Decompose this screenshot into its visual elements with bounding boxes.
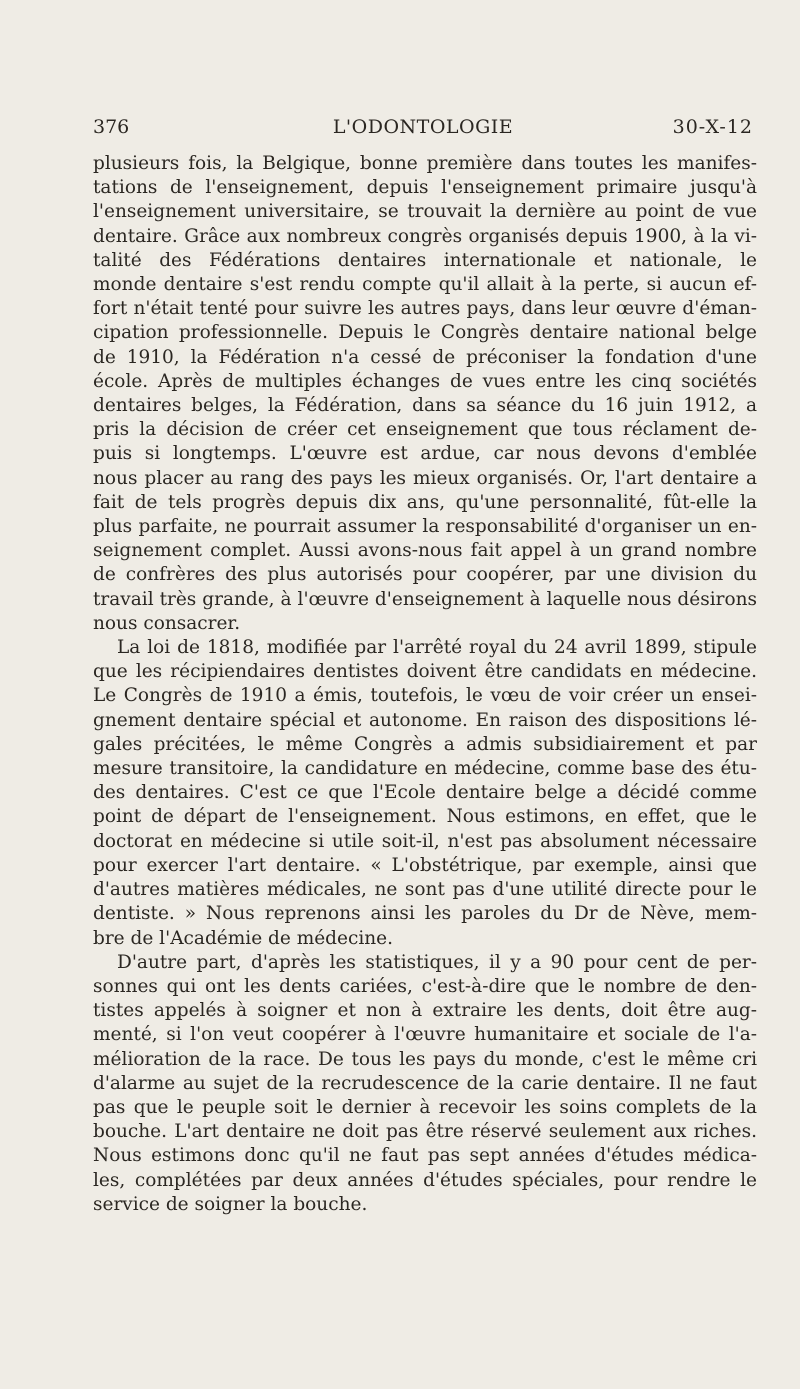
text-line: tistes appelés à soigner et non à extraire les dents, doit être aug-: [93, 1000, 757, 1022]
text-line: pas que le peuple soit le dernier à recevoir les soins complets de la: [93, 1096, 757, 1118]
text-line: pris la décision de créer cet enseignement que tous réclament de-: [93, 419, 757, 441]
paragraph-2: [93, 636, 757, 951]
text-line: des dentaires. C'est ce que l'Ecole dentaire belge a décidé comme: [93, 782, 757, 804]
text-line: D'autre part, d'après les statistiques, il y a 90 pour cent de per-: [117, 951, 757, 973]
text-line: service de soigner la bouche.: [93, 1193, 368, 1215]
text-line: d'autres matières médicales, ne sont pas d'une utilité directe pour le: [93, 879, 757, 901]
text-line: tations de l'enseignement, depuis l'enseignement primaire jusqu'à: [93, 177, 757, 199]
text-line: talité des Fédérations dentaires internationale et nationale, le: [93, 249, 757, 271]
text-line: cipation professionnelle. Depuis le Congrès dentaire national belge: [93, 322, 757, 344]
text-line: gales précitées, le même Congrès a admis subsidiairement et par: [93, 733, 757, 755]
text-line: point de départ de l'enseignement. Nous estimons, en effet, que le: [93, 806, 757, 828]
running-header: [93, 116, 753, 146]
text-line: bre de l'Académie de médecine.: [93, 927, 393, 949]
paragraph-1: [93, 152, 757, 636]
page-number: 376: [93, 116, 130, 138]
text-line: gnement dentaire spécial et autonome. En raison des dispositions lé-: [93, 709, 757, 731]
article-body: [93, 152, 757, 1217]
text-line: travail très grande, à l'œuvre d'enseignement à laquelle nous désirons: [93, 588, 757, 610]
text-line: nous placer au rang des pays les mieux organisés. Or, l'art dentaire a: [93, 467, 757, 489]
text-line: fort n'était tenté pour suivre les autres pays, dans leur œuvre d'éman-: [93, 298, 757, 320]
text-line: dentaires belges, la Fédération, dans sa séance du 16 juin 1912, a: [93, 395, 757, 417]
paragraph-3: [93, 951, 757, 1217]
text-line: menté, si l'on veut coopérer à l'œuvre humanitaire et sociale de l'a-: [93, 1024, 757, 1046]
text-line: école. Après de multiples échanges de vues entre les cinq sociétés: [93, 370, 757, 392]
text-line: sonnes qui ont les dents cariées, c'est-à-dire que le nombre de den-: [93, 975, 757, 997]
text-line: d'alarme au sujet de la recrudescence de la carie dentaire. Il ne faut: [93, 1072, 757, 1094]
text-line: dentiste. » Nous reprenons ainsi les paroles du Dr de Nève, mem-: [93, 903, 757, 925]
text-line: nous consacrer.: [93, 612, 241, 634]
text-line: de 1910, la Fédération n'a cessé de préconiser la fondation d'une: [93, 346, 757, 368]
text-line: les, complétées par deux années d'études spéciales, pour rendre le: [93, 1169, 757, 1191]
text-line: que les récipiendaires dentistes doivent être candidats en médecine.: [93, 661, 757, 683]
text-line: l'enseignement universitaire, se trouvait la dernière au point de vue: [93, 201, 757, 223]
text-line: bouche. L'art dentaire ne doit pas être réservé seulement aux riches.: [93, 1121, 757, 1143]
text-line: doctorat en médecine si utile soit-il, n'est pas absolument nécessaire: [93, 830, 757, 852]
text-line: mélioration de la race. De tous les pays du monde, c'est le même cri: [93, 1048, 757, 1070]
text-line: plus parfaite, ne pourrait assumer la responsabilité d'organiser un en-: [93, 516, 757, 538]
issue-date: 30-X-12: [672, 116, 753, 138]
text-line: pour exercer l'art dentaire. « L'obstétrique, par exemple, ainsi que: [93, 854, 757, 876]
text-line: fait de tels progrès depuis dix ans, qu'une personnalité, fût-elle la: [93, 491, 757, 513]
text-line: puis si longtemps. L'œuvre est ardue, car nous devons d'emblée: [93, 443, 757, 465]
text-line: de confrères des plus autorisés pour coopérer, par une division du: [93, 564, 757, 586]
text-line: mesure transitoire, la candidature en médecine, comme base des étu-: [93, 758, 757, 780]
text-line: Le Congrès de 1910 a émis, toutefois, le vœu de voir créer un ensei-: [93, 685, 757, 707]
text-line: seignement complet. Aussi avons-nous fait appel à un grand nombre: [93, 540, 757, 562]
text-line: Nous estimons donc qu'il ne faut pas sept années d'études médica-: [93, 1145, 757, 1167]
text-line: monde dentaire s'est rendu compte qu'il allait à la perte, si aucun ef-: [93, 274, 757, 296]
text-line: plusieurs fois, la Belgique, bonne première dans toutes les manifes-: [93, 153, 757, 174]
text-line: dentaire. Grâce aux nombreux congrès organisés depuis 1900, à la vi-: [93, 225, 757, 247]
text-line: La loi de 1818, modifiée par l'arrêté royal du 24 avril 1899, stipule: [117, 637, 757, 659]
running-title: L'ODONTOLOGIE: [332, 116, 514, 138]
